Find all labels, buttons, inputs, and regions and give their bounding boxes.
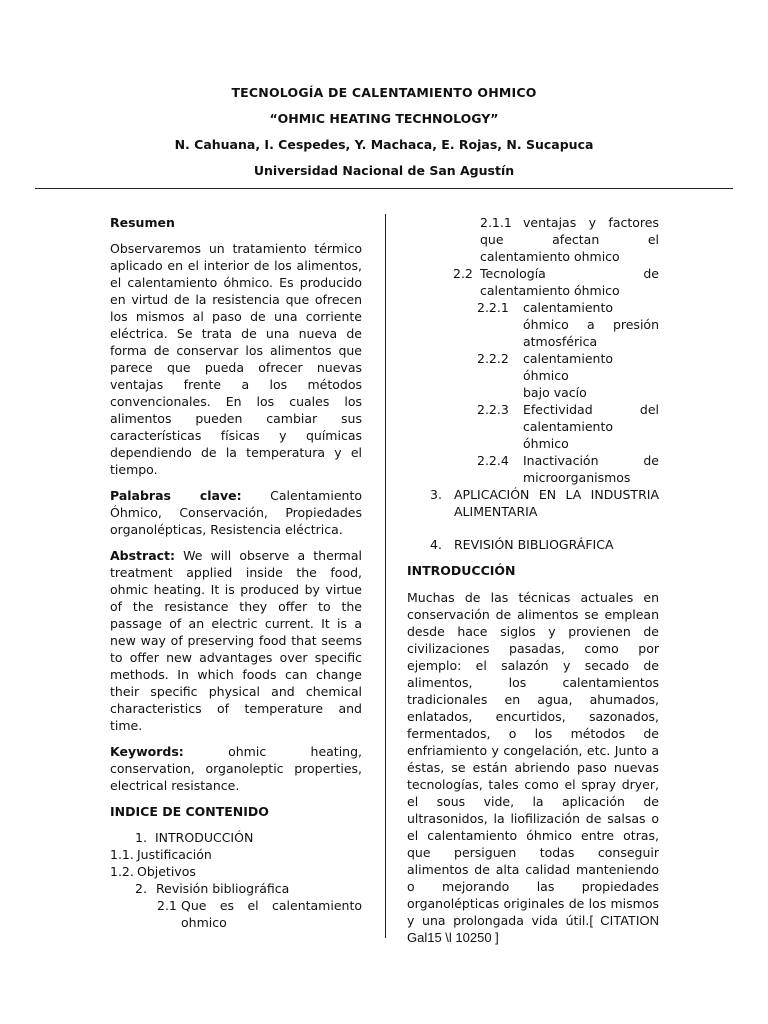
toc-text: calentamiento óhmico a presión atmosférica xyxy=(523,300,659,349)
palabras-clave xyxy=(110,487,362,538)
toc-item xyxy=(407,486,659,520)
authors: N. Cahuana, I. Cespedes, Y. Machaca, E. Rojas, N. Sucapuca xyxy=(174,137,594,152)
toc-num: 2.2.2 xyxy=(477,351,509,366)
indice-heading: INDICE DE CONTENIDO xyxy=(110,804,269,819)
toc-text: REVISIÓN BIBLIOGRÁFICA xyxy=(454,537,614,552)
toc-text: Efectividad del calentamiento óhmico xyxy=(523,402,659,451)
column-divider xyxy=(385,214,386,938)
toc-text: Tecnología de calentamiento óhmico xyxy=(480,266,659,298)
institution: Universidad Nacional de San Agustín xyxy=(253,163,515,178)
introduccion-heading: INTRODUCCIÓN xyxy=(407,563,516,578)
toc-num: 1.1. xyxy=(110,847,134,862)
abstract-text: We will observe a thermal treatment applied inside the food, ohmic heating. It is produced by virtue of the resistance they offer to the passage of an electric current. It is a new way of preserving food that seems to offer new advantages over specific methods. In which foods can change their specific physical and chemical characteristics of temperature and time. xyxy=(110,548,362,733)
toc-text: ventajas y factores que afectan el calentamiento ohmico xyxy=(480,215,659,264)
toc-item xyxy=(407,452,659,486)
toc-item xyxy=(407,401,659,452)
toc-num: 2.2.3 xyxy=(477,402,509,417)
toc-num: 4. xyxy=(430,537,442,552)
toc-num: 3. xyxy=(430,487,442,502)
toc-num: 2.1.1 xyxy=(480,215,512,230)
toc-num: 1.2. xyxy=(110,864,134,879)
right-column xyxy=(407,214,659,946)
toc-num: 2.2 xyxy=(453,266,473,281)
toc-item xyxy=(110,863,362,880)
toc-item xyxy=(110,829,362,846)
resumen-text: Observaremos un tratamiento térmico aplicado en el interior de los alimentos, el calentamiento óhmico. Es producido en virtud de la resistencia que ofrecen los mismos al paso de una corriente eléctrica. Se trata de una nueva de forma de conservar los alimentos que parece que pueda ofrecer nuevas ventajas frente a los métodos convencionales. En los cuales los alimentos pueden cambiar sus características físicas y químicas dependiendo de la temperatura y el tiempo. xyxy=(110,241,362,477)
introduccion-text xyxy=(407,589,659,946)
toc-text: Objetivos xyxy=(137,864,196,879)
toc-num: 2.2.4 xyxy=(477,453,509,468)
toc-item xyxy=(407,350,659,401)
toc-text: Que es el calentamiento ohmico xyxy=(181,898,362,930)
introduccion-body: Muchas de las técnicas actuales en conservación de alimentos se emplean desde hace siglos y provienen de civilizaciones pasadas, como por ejemplo: el salazón y secado de alimentos, los calentamientos tradicionales en agua, ahumados, enlatados, encurtidos, sazonados, fermentados, o los métodos de enfriamiento y congelación, etc. Junto a éstas, se están abriendo paso nuevas tecnologías, tales como el spray dryer, el sous vide, la aplicación de ultrasonidos, la liofilización de salsas o el calentamiento óhmico entre otras, que persiguen todas conseguir alimentos de alta calidad manteniendo o mejorando las propiedades organolépticas originales de los mismos y una prolongada vida útil. xyxy=(407,590,659,928)
toc-text: APLICACIÓN EN LA INDUSTRIA ALIMENTARIA xyxy=(454,487,659,519)
toc-item xyxy=(407,536,659,553)
header-divider xyxy=(35,188,733,189)
toc-item xyxy=(407,299,659,350)
toc-num: 2. xyxy=(135,881,147,896)
toc-item xyxy=(110,897,362,931)
left-column xyxy=(110,214,362,931)
palabras-clave-label: Palabras clave: xyxy=(110,488,242,503)
toc-text: calentamiento óhmico bajo vacío xyxy=(523,351,613,400)
toc-item xyxy=(110,846,362,863)
toc-text: Inactivación de microorganismos xyxy=(523,453,659,485)
toc-item xyxy=(407,265,659,299)
toc-text: INTRODUCCIÓN xyxy=(155,830,254,845)
abstract-label: Abstract: xyxy=(110,548,176,563)
toc-item xyxy=(407,214,659,265)
palabras-clave-text: Calentamiento Óhmico, Conservación, Propiedades organolépticas, Resistencia eléctrica. xyxy=(110,488,362,537)
citation-field: [ CITATION Gal15 \l 10250 ] xyxy=(407,913,659,945)
toc-text: Revisión bibliográfica xyxy=(156,881,290,896)
abstract xyxy=(110,547,362,734)
toc-text: Justificación xyxy=(137,847,212,862)
toc-num: 1. xyxy=(135,830,147,845)
toc-item xyxy=(110,880,362,897)
keywords xyxy=(110,743,362,794)
keywords-label: Keywords: xyxy=(110,744,184,759)
resumen-heading: Resumen xyxy=(110,215,175,230)
toc-num: 2.1 xyxy=(157,898,177,913)
title-english: “OHMIC HEATING TECHNOLOGY” xyxy=(269,111,499,126)
title-spanish: TECNOLOGÍA DE CALENTAMIENTO OHMICO xyxy=(231,85,537,100)
keywords-text: ohmic heating, conservation, organoleptic properties, electrical resistance. xyxy=(110,744,362,793)
toc-num: 2.2.1 xyxy=(477,300,509,315)
